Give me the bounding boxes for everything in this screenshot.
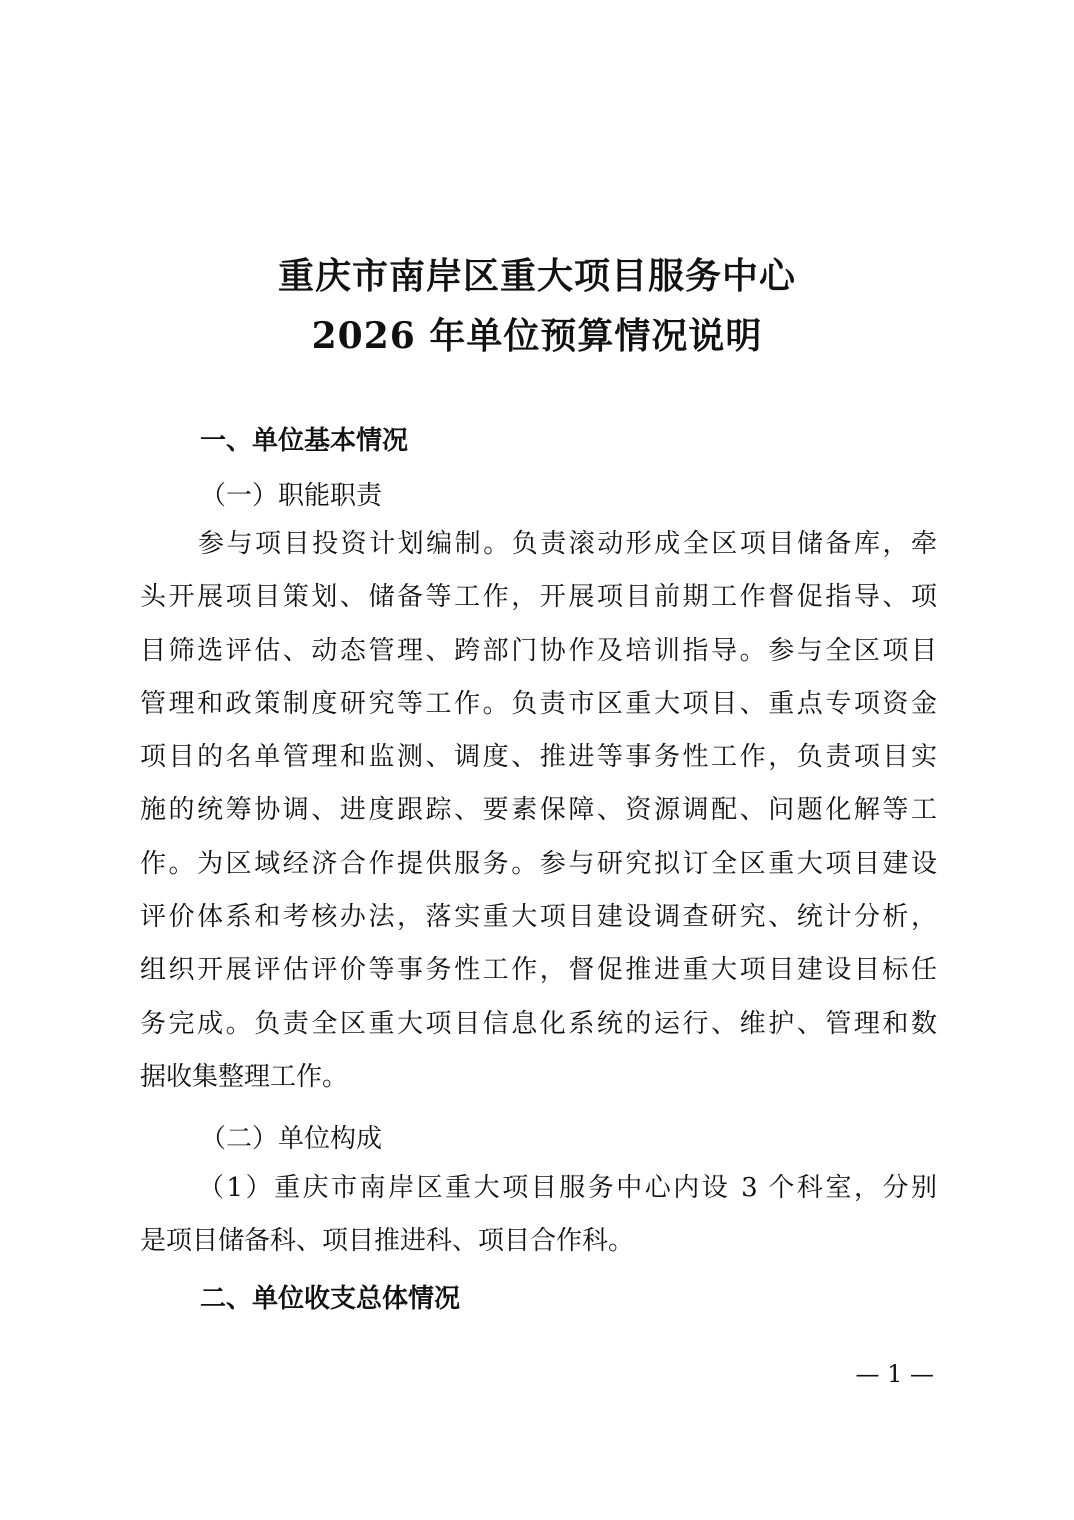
section-1-heading: 一、单位基本情况 (200, 426, 409, 456)
paragraph-line: 施的统筹协调、进度跟踪、要素保障、资源调配、问题化解等工 (140, 795, 937, 826)
subsection-1-heading: （一）职能职责 (200, 481, 383, 511)
document-title-line-2: 2026 年单位预算情况说明 (311, 315, 763, 357)
paragraph-line: （1）重庆市南岸区重大项目服务中心内设 3 个科室，分别 (198, 1173, 937, 1203)
paragraph-line: 项目的名单管理和监测、调度、推进等事务性工作，负责项目实 (140, 742, 937, 773)
paragraph-line: 目筛选评估、动态管理、跨部门协作及培训指导。参与全区项目 (140, 635, 937, 666)
paragraph-line: 据收集整理工作。 (140, 1061, 349, 1092)
paragraph-line: 务完成。负责全区重大项目信息化系统的运行、维护、管理和数 (140, 1008, 937, 1039)
paragraph-line: 管理和政策制度研究等工作。负责市区重大项目、重点专项资金 (140, 688, 937, 719)
paragraph-line: 是项目储备科、项目推进科、项目合作科。 (140, 1226, 635, 1257)
duties-paragraph (140, 518, 937, 1104)
document-title-line-1: 重庆市南岸区重大项目服务中心 (277, 255, 796, 297)
paragraph-line: 作。为区域经济合作提供服务。参与研究拟订全区重大项目建设 (140, 848, 937, 879)
paragraph-line: 参与项目投资计划编制。负责滚动形成全区项目储备库，牵 (198, 529, 937, 559)
paragraph-line: 评价体系和考核办法，落实重大项目建设调查研究、统计分析， (140, 902, 937, 933)
section-2-heading: 二、单位收支总体情况 (200, 1284, 461, 1314)
subsection-2-heading: （二）单位构成 (200, 1124, 383, 1154)
structure-paragraph (140, 1162, 937, 1269)
page-number: — 1 — (855, 1360, 934, 1388)
paragraph-line: 头开展项目策划、储备等工作，开展项目前期工作督促指导、项 (140, 582, 937, 613)
paragraph-line: 组织开展评估评价等事务性工作，督促推进重大项目建设目标任 (140, 955, 937, 986)
